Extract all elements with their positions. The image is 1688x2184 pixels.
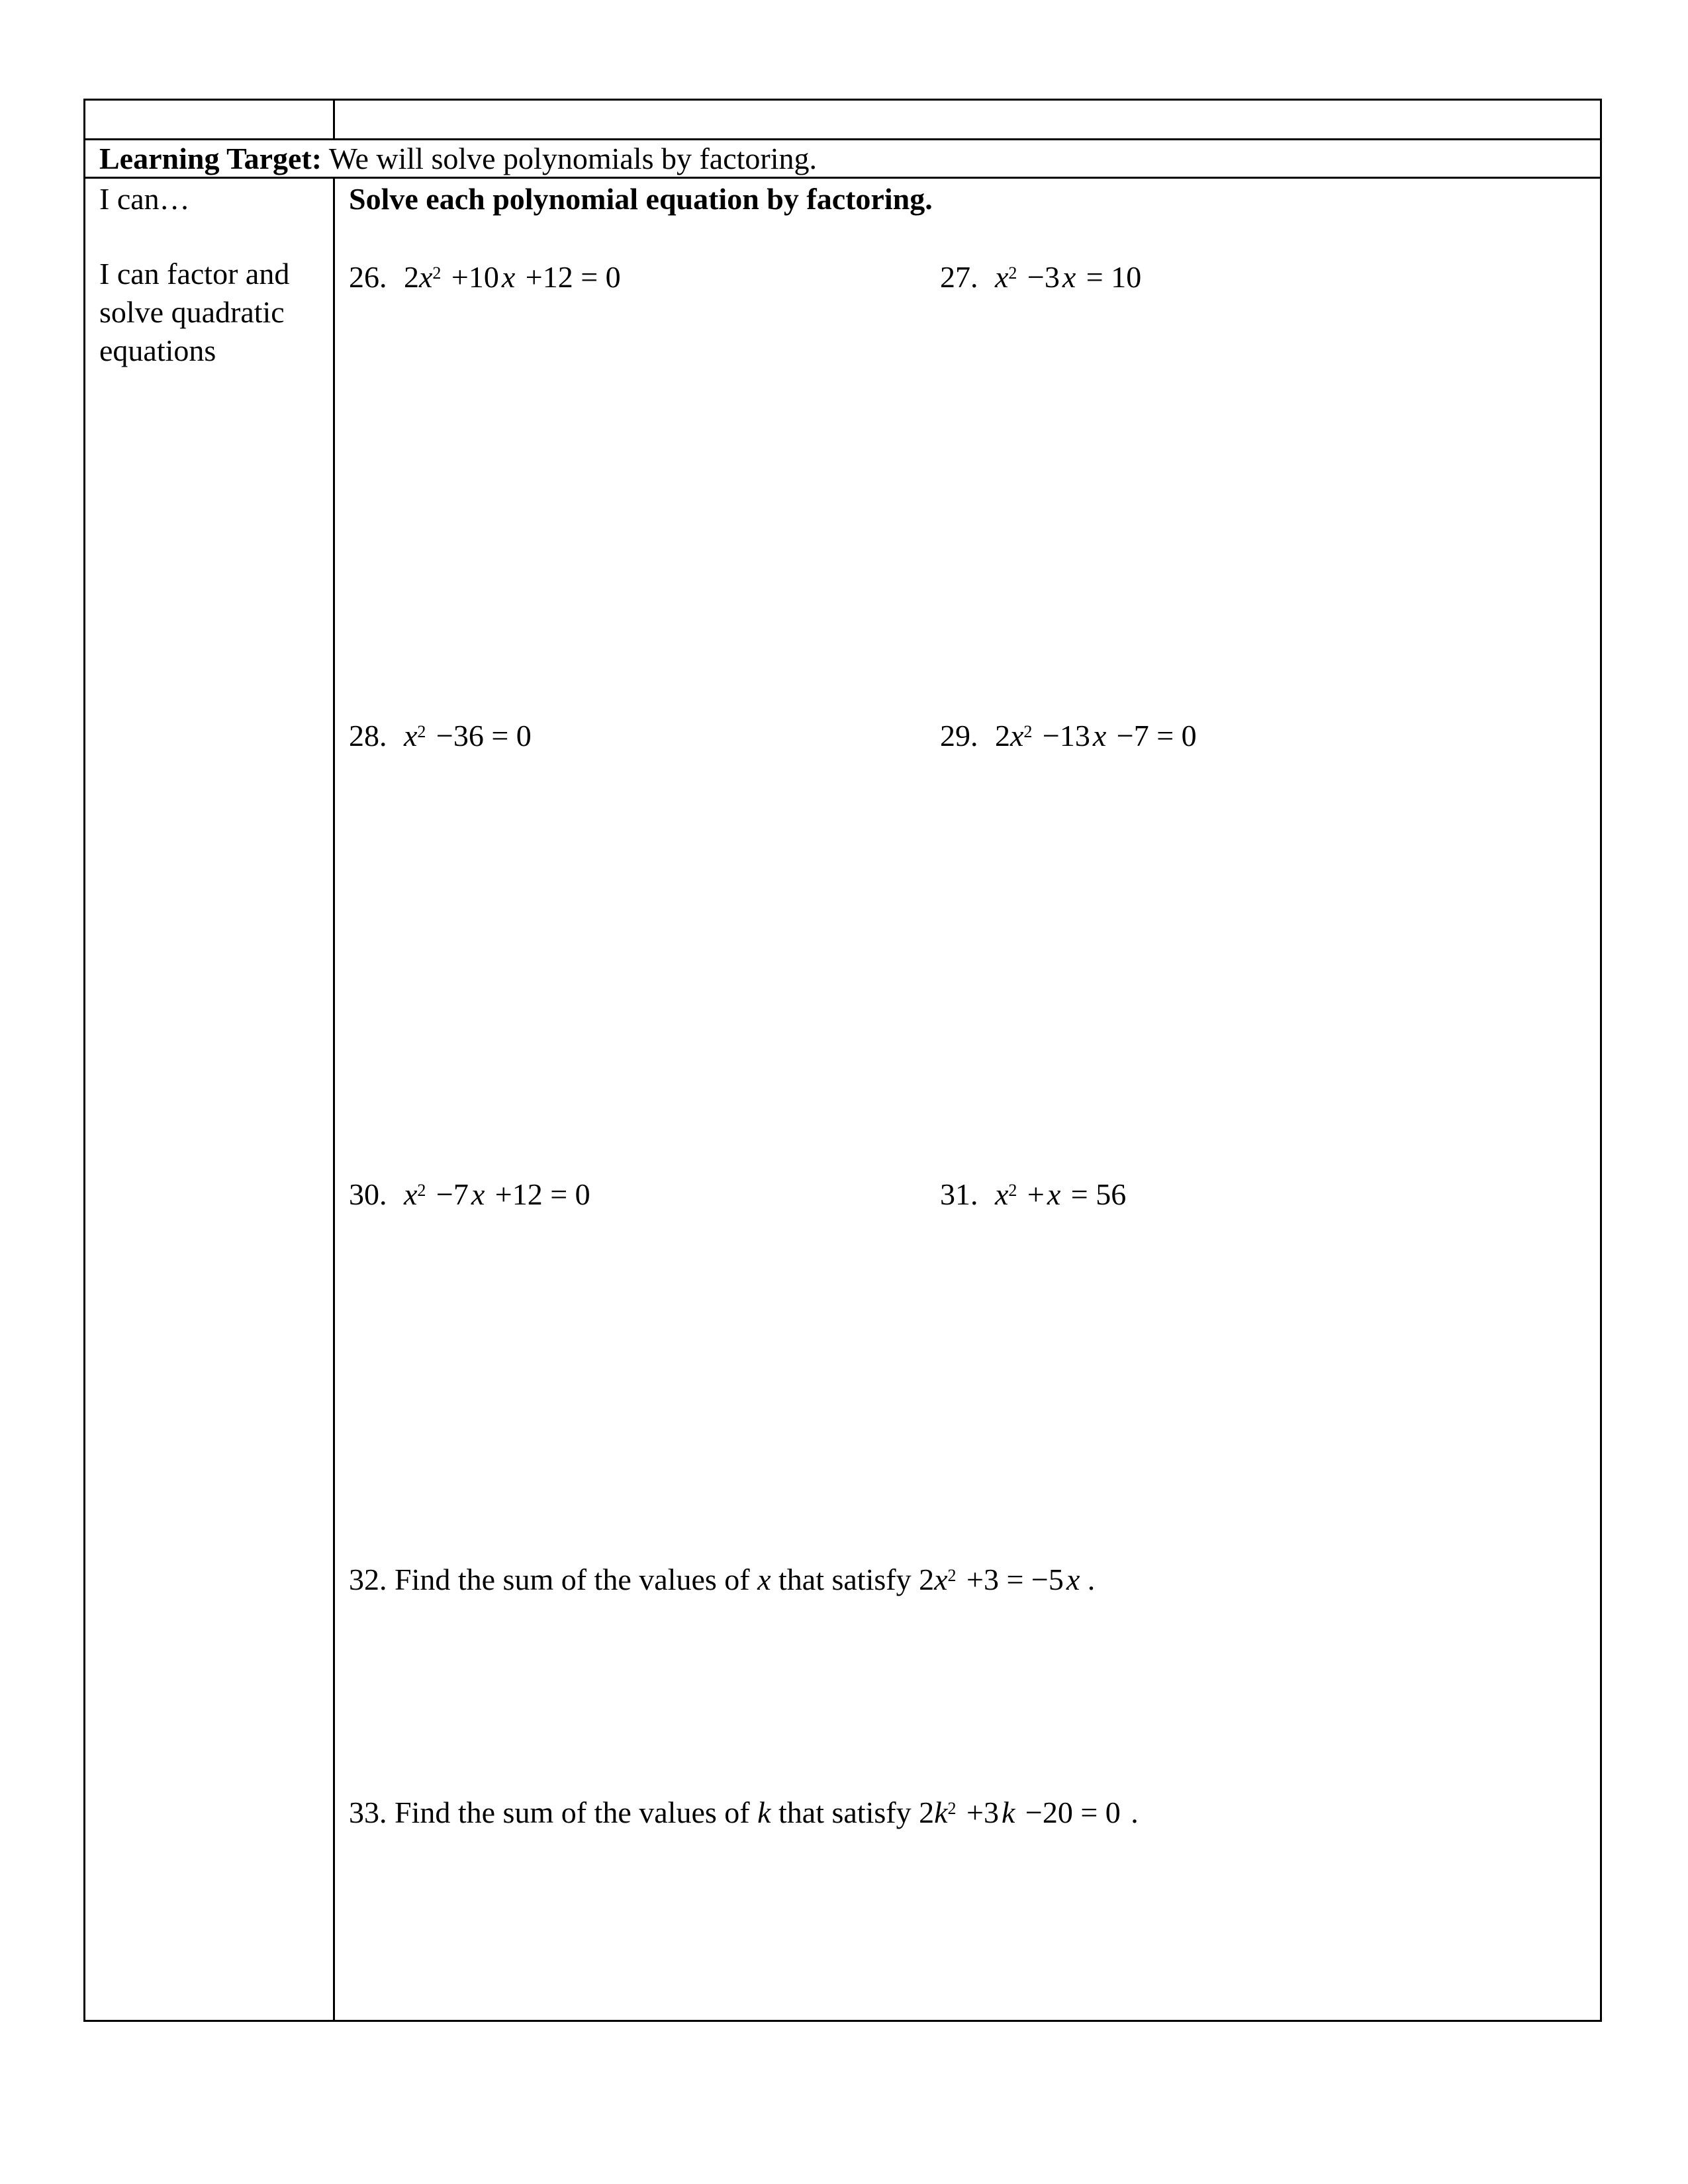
variable: x — [757, 1563, 771, 1596]
term: + — [1027, 1177, 1045, 1211]
term: = 56 — [1070, 1177, 1127, 1211]
problem-number: 31. — [940, 1177, 978, 1211]
variable: x — [934, 1563, 948, 1596]
coefficient: 2 — [919, 1796, 935, 1829]
term: = 10 — [1086, 260, 1142, 294]
learning-target — [99, 140, 817, 178]
period: . — [1080, 1563, 1096, 1596]
instructions-heading: Solve each polynomial equation by factoring. — [349, 182, 933, 216]
term: +3 — [966, 1796, 999, 1829]
variable: x — [1010, 719, 1024, 752]
variable: k — [757, 1796, 771, 1829]
exponent: 2 — [947, 1566, 957, 1585]
term: +10 — [451, 260, 499, 294]
goal-line-2: solve quadratic — [99, 295, 285, 329]
term: −3 — [1027, 260, 1060, 294]
coefficient: 2 — [995, 719, 1010, 752]
problem-26 — [349, 258, 624, 296]
variable: x — [404, 719, 418, 752]
variable: x — [1092, 719, 1107, 752]
table-top-border — [83, 99, 1602, 101]
term: −13 — [1042, 719, 1090, 752]
problem-31 — [940, 1175, 1129, 1214]
term: +12 = 0 — [494, 1177, 590, 1211]
table-column-divider-top — [333, 99, 335, 140]
problem-30 — [349, 1175, 593, 1214]
variable: k — [934, 1796, 948, 1829]
period: . — [1123, 1796, 1139, 1829]
variable: x — [995, 1177, 1009, 1211]
problem-number: 28. — [349, 719, 387, 752]
learning-target-text: We will solve polynomials by factoring. — [322, 142, 818, 175]
problem-27 — [940, 258, 1144, 296]
problem-28 — [349, 717, 534, 755]
variable: x — [995, 260, 1009, 294]
exponent: 2 — [417, 722, 426, 741]
problem-number: 26. — [349, 260, 387, 294]
exponent: 2 — [1023, 722, 1033, 741]
variable: x — [1062, 260, 1076, 294]
table-column-divider — [333, 177, 335, 2022]
problem-number: 27. — [940, 260, 978, 294]
variable: x — [1047, 1177, 1061, 1211]
variable: x — [404, 1177, 418, 1211]
exponent: 2 — [1008, 263, 1017, 283]
exponent: 2 — [1008, 1181, 1017, 1200]
coefficient: 2 — [404, 260, 419, 294]
problem-number: 29. — [940, 719, 978, 752]
term: +3 = −5 — [966, 1563, 1064, 1596]
variable: x — [471, 1177, 485, 1211]
table-bottom-border — [83, 2020, 1602, 2022]
variable: x — [1066, 1563, 1080, 1596]
i-can-label: I can… — [99, 182, 190, 216]
problem-29 — [940, 717, 1199, 755]
term: +12 = 0 — [525, 260, 621, 294]
term: −7 — [436, 1177, 469, 1211]
exponent: 2 — [417, 1181, 426, 1200]
problem-32 — [349, 1561, 1095, 1599]
problem-text: that satisfy — [771, 1563, 919, 1596]
variable: x — [419, 260, 433, 294]
exponent: 2 — [947, 1799, 957, 1818]
problem-text: that satisfy — [771, 1796, 919, 1829]
learning-target-label: Learning Target: — [99, 142, 322, 175]
table-left-border — [83, 99, 85, 2022]
problem-33 — [349, 1794, 1139, 1832]
goal-line-1: I can factor and — [99, 257, 290, 291]
term: −7 = 0 — [1116, 719, 1197, 752]
problem-number: 30. — [349, 1177, 387, 1211]
goal-line-3: equations — [99, 334, 216, 367]
problem-text: 33. Find the sum of the values of — [349, 1796, 758, 1829]
coefficient: 2 — [919, 1563, 935, 1596]
variable: x — [501, 260, 516, 294]
term: −20 = 0 — [1025, 1796, 1121, 1829]
problem-text: 32. Find the sum of the values of — [349, 1563, 758, 1596]
term: −36 = 0 — [436, 719, 532, 752]
variable: k — [1001, 1796, 1015, 1829]
exponent: 2 — [432, 263, 442, 283]
table-right-border — [1600, 99, 1602, 2022]
